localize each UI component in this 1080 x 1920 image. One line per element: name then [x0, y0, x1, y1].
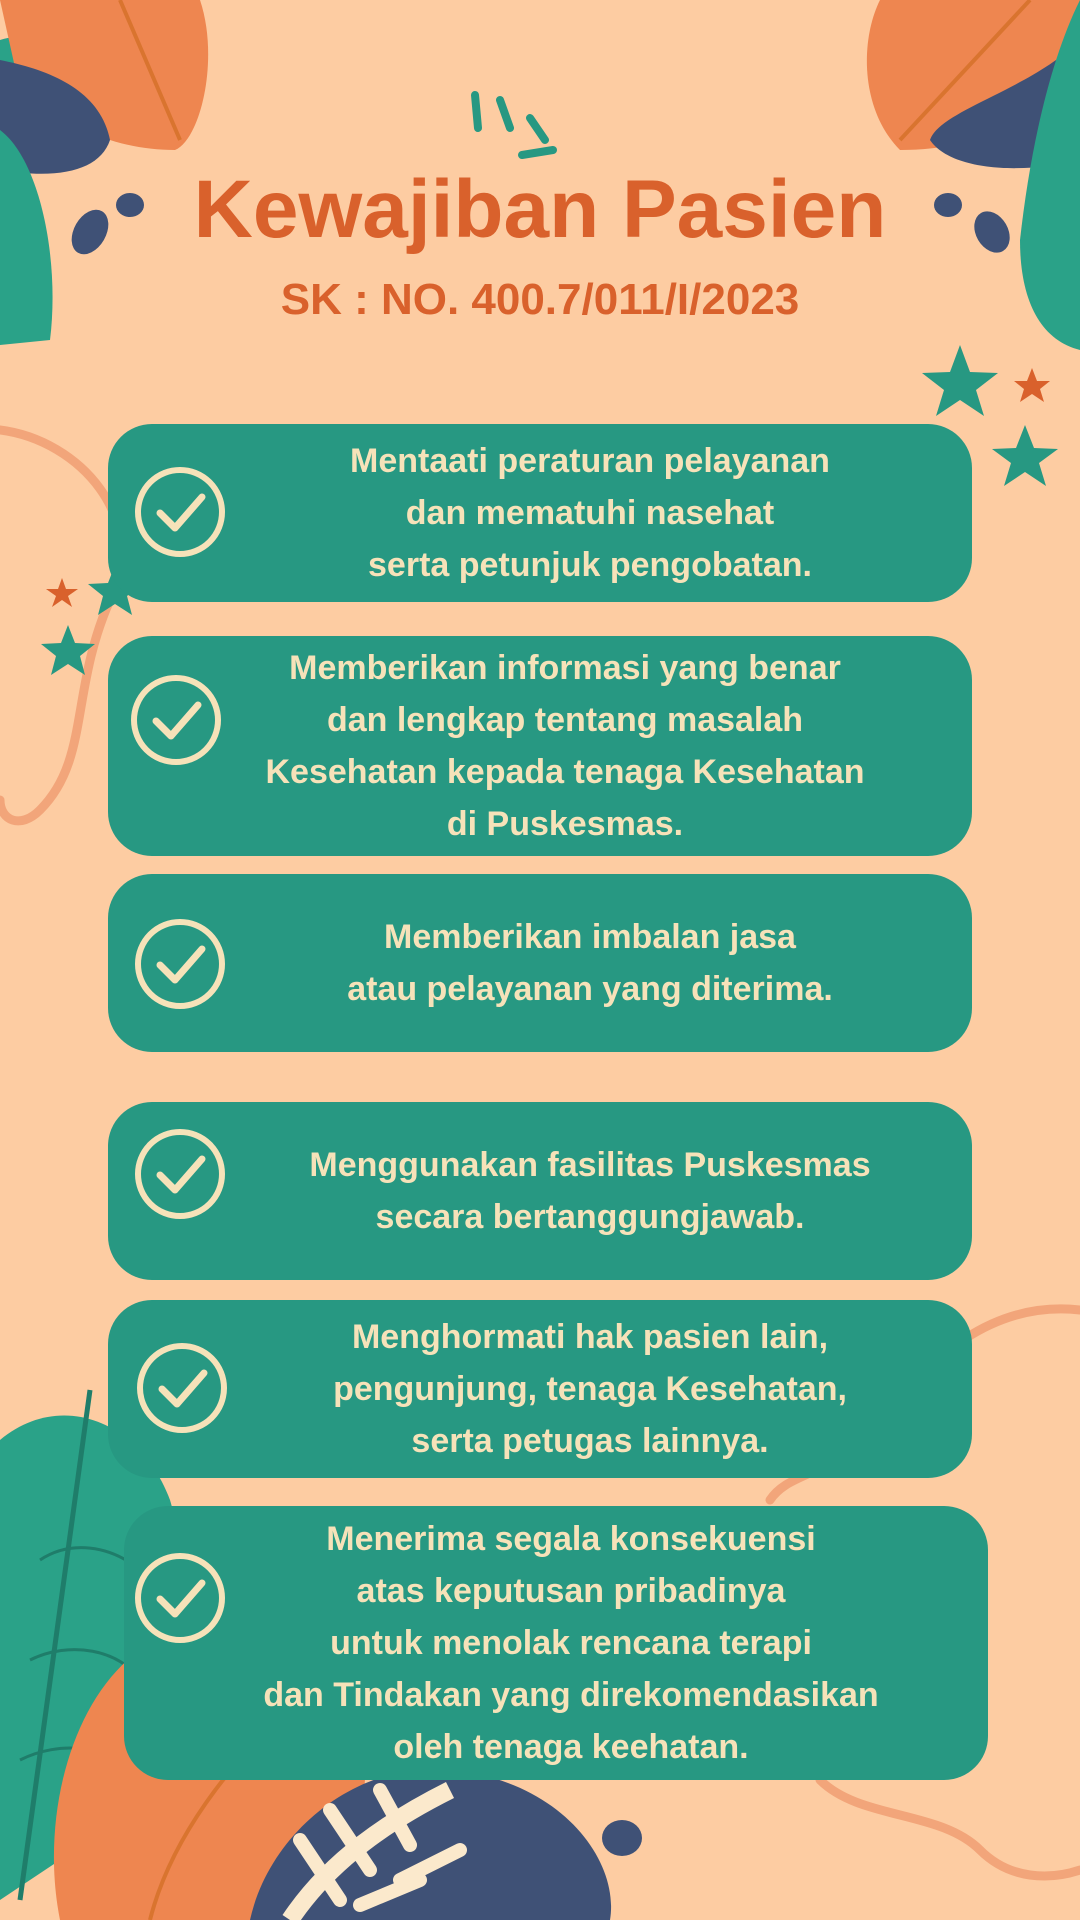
- obligation-text: Memberikan informasi yang benar dan lengkap tentang masalah Kesehatan kepada tenaga Kesehatan di Puskesmas.: [265, 649, 865, 843]
- check-circle-icon: [136, 1342, 228, 1434]
- obligation-card: [108, 424, 972, 602]
- check-circle-icon: [134, 918, 226, 1010]
- page-subtitle: SK : NO. 400.7/011/I/2023: [280, 275, 800, 324]
- obligation-text: Menerima segala konsekuensi atas keputusan pribadinya untuk menolak rencana terapi dan Tindakan yang direkomendasikan oleh tenaga keehatan.: [263, 1520, 879, 1766]
- obligation-card: [108, 874, 972, 1052]
- obligation-text: Mentaati peraturan pelayanan dan mematuhi nasehat serta petunjuk pengobatan.: [350, 442, 830, 584]
- obligation-text: Menggunakan fasilitas Puskesmas secara bertanggungjawab.: [309, 1146, 871, 1236]
- obligation-card: [108, 636, 972, 856]
- obligation-card: [108, 1102, 972, 1280]
- obligation-text: Memberikan imbalan jasa atau pelayanan yang diterima.: [347, 918, 833, 1008]
- obligation-text: Menghormati hak pasien lain, pengunjung, tenaga Kesehatan, serta petugas lainnya.: [333, 1318, 847, 1460]
- obligation-card: [108, 1300, 972, 1478]
- obligation-card: [124, 1506, 988, 1780]
- check-circle-icon: [134, 1128, 226, 1220]
- page-title: Kewajiban Pasien: [193, 164, 887, 255]
- sparkle-marks: [475, 95, 553, 155]
- check-circle-icon: [134, 466, 226, 558]
